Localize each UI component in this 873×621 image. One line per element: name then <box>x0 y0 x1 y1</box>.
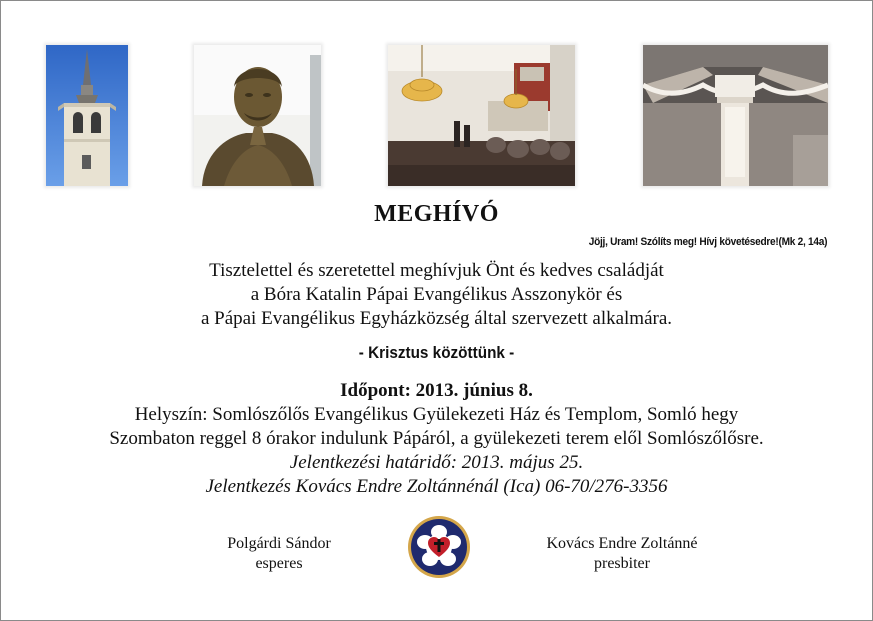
signature-left <box>169 534 389 574</box>
invitation-line-2: a Bóra Katalin Pápai Evangélikus Asszonykör és <box>250 284 623 305</box>
signature-right <box>512 534 732 574</box>
signer-role-left: esperes <box>255 555 303 572</box>
event-departure: Szombaton reggel 8 órakor indulunk Pápáról, a gyülekezeti terem elől Somlószőlősre. <box>109 428 764 449</box>
bible-motto: Jöjj, Uram! Szólíts meg! Hívj követésedre!(Mk 2, 14a) <box>588 236 827 248</box>
church-interior-photo <box>388 45 575 186</box>
bronze-bust-photo <box>194 45 321 186</box>
church-tower-photo <box>46 45 128 186</box>
invitation-line-1: Tisztelettel és szeretettel meghívjuk Önt és kedves családját <box>209 260 664 281</box>
invitation-line-3: a Pápai Evangélikus Egyházközség által szervezett alkalmára. <box>200 308 673 329</box>
event-date: Időpont: 2013. június 8. <box>340 380 533 401</box>
invitation-title: MEGHÍVÓ <box>374 201 499 227</box>
event-location: Helyszín: Somlószőlős Evangélikus Gyülekezeti Ház és Templom, Somló hegy <box>134 404 739 425</box>
signer-name-left: Polgárdi Sándor <box>227 535 331 552</box>
signer-role-right: presbiter <box>594 555 650 572</box>
signer-name-right: Kovács Endre Zoltánné <box>546 535 698 552</box>
luther-rose-seal-icon <box>407 515 471 579</box>
registration-contact: Jelentkezés Kovács Endre Zoltánnénál (Ica) 06-70/276-3356 <box>205 476 668 497</box>
ceiling-column-photo <box>643 45 828 186</box>
event-theme: - Krisztus közöttünk - <box>358 343 515 362</box>
registration-deadline: Jelentkezési határidő: 2013. május 25. <box>289 452 584 473</box>
